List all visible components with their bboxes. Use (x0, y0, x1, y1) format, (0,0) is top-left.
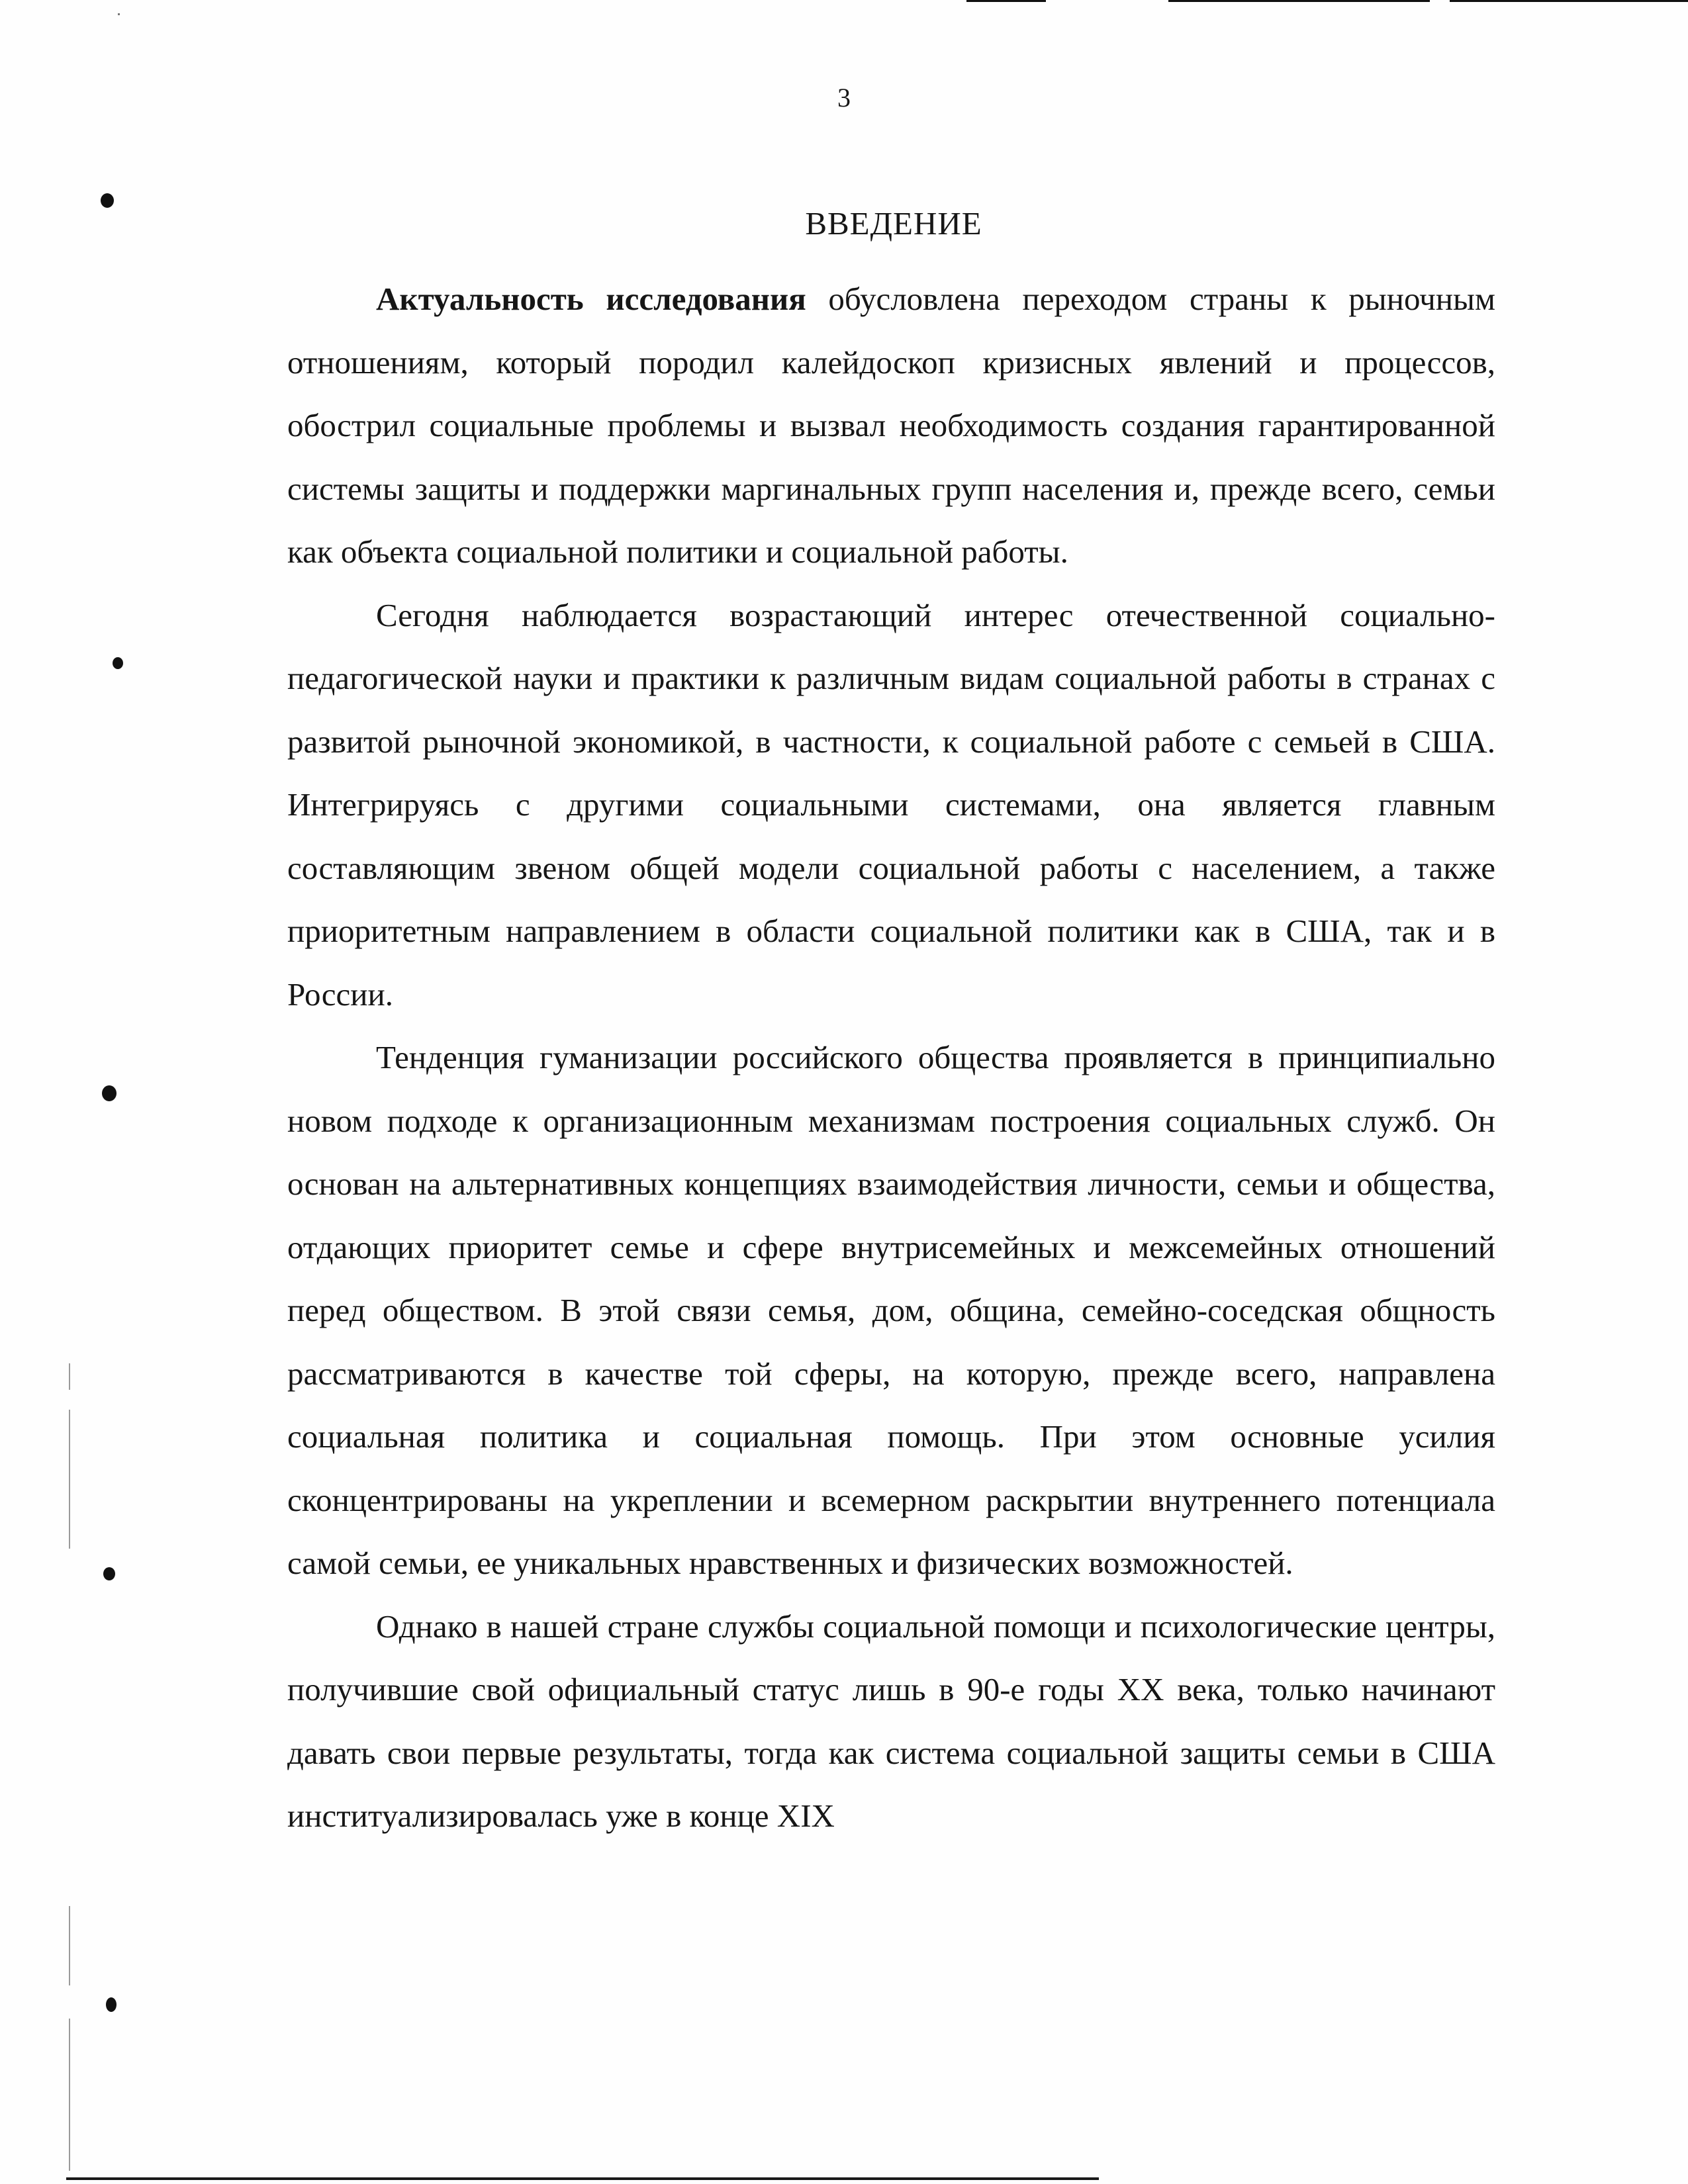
scan-margin-mark (69, 2019, 70, 2171)
scan-margin-mark (69, 1410, 70, 1549)
scan-margin-mark (69, 1906, 70, 1985)
scan-margin-mark (69, 1363, 70, 1390)
paragraph-lead: Актуальность исследования (376, 281, 806, 317)
scan-bottom-edge (66, 2177, 1099, 2180)
binder-hole-icon (106, 1997, 117, 2012)
paragraph-humanization: Тенденция гуманизации российского общества проявляется в принципиально новом подходе к организационным механизмам построения социальных служб. Он основан на альтернативных концепциях взаимодействия личности, семьи и общества, отдающих приоритет семье и сфере внутрисемейных и межсемейных отношений перед обществом. В этой связи семья, дом, община, семейно-соседская общность рассматриваются в качестве той сферы, на которую, прежде всего, направлена социальная политика и социальная помощь. При этом основные усилия сконцентрированы на укреплении и всемерном раскрытии внутреннего потенциала самой семьи, ее уникальных нравственных и физических возможностей. (287, 1039, 1495, 1581)
paragraph-interest: Сегодня наблюдается возрастающий интерес отечественной социально-педагогической науки и практики к различным видам социальной работы в странах с развитой рыночной экономикой, в частности, к социальной работе с семьей в США. Интегрируясь с другими социальными системами, она является главным составляющим звеном общей модели социальной работы с населением, а также приоритетным направлением в области социальной политики как в США, так и в России. (287, 596, 1495, 1013)
binder-hole-icon (113, 657, 123, 669)
page-number: 3 (837, 83, 851, 113)
section-heading: ВВЕДЕНИЕ (805, 205, 982, 242)
paragraph-text: обусловлена переходом страны к рыночным отношениям, который породил калейдоскоп кризисных явлений и процессов, обострил социальные проблемы и вызвал необходимость создания гарантированной системы защиты и поддержки маргинальных групп населения и, прежде всего, семьи как объекта социальной политики и социальной работы. (287, 281, 1495, 570)
paragraph-services: Однако в нашей стране службы социальной помощи и психологические центры, получившие свой официальный статус лишь в 90-е годы XX века, только начинают давать свои первые результаты, тогда как система социальной защиты семьи в США институализировалась уже в конце XIX (287, 1608, 1495, 1834)
body-text (287, 267, 1495, 1848)
scan-speck (118, 13, 120, 15)
paragraph-relevance (287, 267, 1495, 584)
binder-hole-icon (102, 1085, 117, 1101)
scan-edge-line (966, 0, 1046, 2)
binder-hole-icon (103, 1567, 115, 1580)
scan-edge-line (1450, 0, 1688, 2)
scan-edge-line (1168, 0, 1430, 2)
